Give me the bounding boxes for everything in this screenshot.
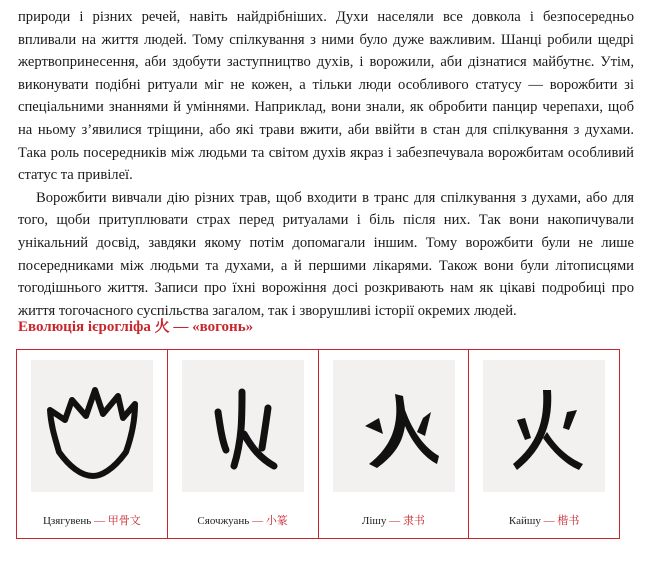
panel-caption (469, 514, 619, 528)
script-hanzi: 隶书 (402, 515, 425, 527)
small-seal-fire-glyph (182, 360, 304, 492)
paragraph-2 (18, 187, 634, 323)
panel-caption (319, 514, 469, 528)
article-text (18, 6, 634, 322)
oracle-bone-fire-glyph (31, 360, 153, 492)
section-title: Еволюція ієрогліфа 火 — «вогонь» (18, 319, 254, 335)
glyph-evolution-panels (16, 349, 620, 539)
text-line: для того, щоби притуплювати страх перед ритуалами і біль після них. Так вони накопичували (18, 189, 634, 229)
script-hanzi: 楷书 (557, 515, 580, 527)
text-line: щоб на ньому з’явилися тріщини, або які трави вжити, аби ввійти в стан для спілкування з (18, 99, 635, 138)
text-line: жертвопринесення, аби здобути заступництво духів, і ворожили, аби дізнатися майбутнє. Утім, (18, 54, 634, 71)
panel-regular (468, 350, 619, 538)
script-hanzi: 甲骨文 (107, 515, 141, 527)
paragraph-1 (18, 6, 634, 187)
text-line: впливали на життя людей. Тому спілкування з ними було дуже важливим. Шанці робили щедрі (18, 31, 634, 48)
script-name: Цзягувень (42, 515, 92, 527)
text-line: виконувати подібні ритуали міг не кожен, а тільки люди особливого статусу — ворожбити зі (18, 76, 634, 93)
script-hanzi: 小篆 (265, 515, 288, 527)
panel-oracle-bone (17, 350, 167, 538)
text-line: духами. Така роль посередників між людьми та світом духів якраз і забезпечувала ворожбитам (18, 121, 634, 161)
panel-caption (168, 514, 318, 528)
caption-dash: — (389, 515, 401, 527)
panel-clerical (318, 350, 469, 538)
text-line: Ворожбити вивчали дію різних трав, щоб входити в транс для спілкування з духами, або (36, 189, 608, 206)
caption-dash: — (94, 515, 106, 527)
clerical-fire-glyph (333, 360, 455, 492)
script-name: Лішу (361, 515, 387, 527)
text-line: посередниками між людьми та духами, а й першими лікарями. Також вони були літописцями (18, 257, 634, 274)
panel-caption (17, 514, 167, 528)
text-line: унікальний досвід, завдяки якому потім допомагали іншим. Тому ворожбити були не лише (18, 234, 634, 251)
text-line: природи і різних речей, навіть найдрібніших. Духи населяли все довкола і безпосередньо (18, 9, 634, 25)
text-line: життя тогочасного суспільства загалом, так і зворушливі історії окремих людей. (18, 302, 517, 319)
script-name: Сяочжуань (197, 515, 250, 527)
regular-fire-glyph (483, 360, 605, 492)
panel-small-seal (167, 350, 318, 538)
text-line: тогодішнього життя. Записи про їхні ворожіння досі розкривають нам як цікаві подробиці про (18, 280, 634, 297)
script-name: Кайшу (508, 515, 541, 527)
text-line: спеціальними знаннями й уміннями. Наприклад, вони знали, як обробити панцир черепахи, (18, 99, 604, 116)
caption-dash: — (252, 515, 264, 527)
text-line: особливий статус та привілеї. (18, 144, 634, 184)
caption-dash: — (543, 515, 555, 527)
